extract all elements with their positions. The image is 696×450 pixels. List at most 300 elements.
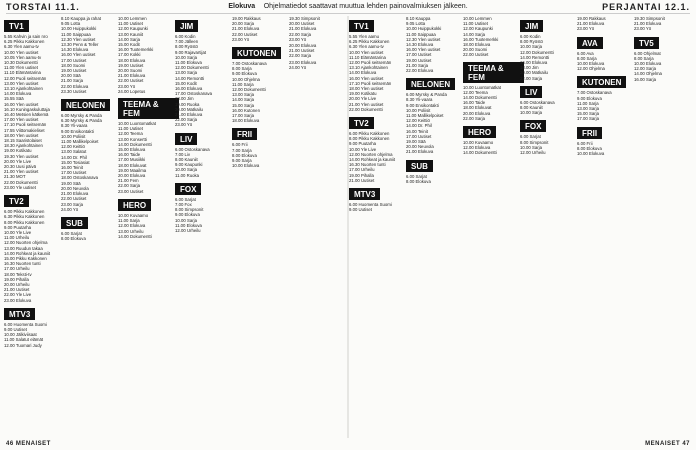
program-line: 11.00 Elokuva xyxy=(175,60,202,66)
program-line: 9.00 Uutiset xyxy=(349,207,372,213)
program-line: 22.00 Sarja xyxy=(289,31,311,37)
program-line: 15.00 Tosiasiat xyxy=(61,159,90,165)
program-line: 19.00 Pihalla xyxy=(349,172,374,178)
program-line: 16.00 Ylen uutiset xyxy=(61,52,96,58)
program-line: 11.00 Mallikelpoiset xyxy=(61,139,99,145)
program-line: 14.00 Dokumentti xyxy=(463,95,497,101)
program-line: 19.00 Sää xyxy=(406,139,426,145)
day-right-header: PERJANTAI 12.1. xyxy=(602,2,690,12)
program-line: 12.00 Tuomari Judy xyxy=(4,342,42,348)
listing-column xyxy=(175,16,236,434)
channel-block xyxy=(61,16,122,94)
program-line: 11.00 Sarja xyxy=(232,81,254,87)
program-line: 7.00 Jälleen xyxy=(175,39,199,45)
program-line: 5.55 Kahvin ja sain nro xyxy=(4,34,48,39)
channel-heading: FOX xyxy=(175,183,201,195)
program-line: 12.30 Ylen uutiset xyxy=(61,36,96,42)
program-line: 16.30 Nuorten tunti xyxy=(349,162,386,168)
program-line: 18.00 Teksti-tv xyxy=(4,271,32,277)
channel-heading: TV2 xyxy=(4,195,29,207)
program-line: 14.00 Ohjelma xyxy=(634,71,662,77)
program-line: 18.00 Elokuva xyxy=(463,42,491,48)
program-line: 10.00 Ylen uutiset xyxy=(4,49,39,55)
program-line: 10.00 Poliisit xyxy=(61,133,86,139)
channel-heading: HERO xyxy=(118,199,151,211)
program-line: 17.00 Uutiset xyxy=(61,170,87,176)
channel-block xyxy=(61,95,122,212)
program-line: 13.00 Kauniit xyxy=(118,31,144,37)
program-line: 14.00 Rohkeat ja kauniit xyxy=(349,157,396,163)
program-line: 13.00 Ylen uutiset xyxy=(4,80,39,86)
program-line: 21.00 Elokuva xyxy=(577,21,605,27)
header-rule xyxy=(6,13,690,14)
program-line: 8.00 Kauniit xyxy=(175,157,198,163)
channel-heading: SUB xyxy=(61,217,88,229)
listing-column xyxy=(349,16,410,434)
program-line: 6.25 Pikku Kakkonen xyxy=(349,39,390,45)
program-line: 10.00 Sarja xyxy=(520,44,542,50)
channel-block xyxy=(520,16,581,81)
channel-heading: SUB xyxy=(406,160,433,172)
program-line: 13.00 Sarja xyxy=(577,106,599,112)
listing-column xyxy=(289,16,350,434)
program-line: 21.00 Elokuva xyxy=(289,26,317,32)
channel-block xyxy=(577,33,638,72)
channel-heading: JIM xyxy=(520,20,543,32)
channel-block xyxy=(634,33,695,82)
program-line: 12.00 Teema xyxy=(118,131,143,137)
program-line: 12.00 Dokumentti xyxy=(175,65,209,71)
program-line: 19.30 Simpsonit xyxy=(289,16,320,21)
program-line: 9.05 Lotta xyxy=(61,21,81,27)
channel-block xyxy=(349,16,410,112)
program-line: 21.00 Uutiset xyxy=(349,177,375,183)
program-line: 12.00 Urheilu xyxy=(175,228,201,234)
program-line: 6.00 Sarjat xyxy=(61,230,82,236)
program-line: 7.00 Sarja xyxy=(232,147,252,153)
program-line: 16.00 Elokuva xyxy=(175,86,203,92)
program-line: 21.00 Ylen uutiset xyxy=(349,101,384,107)
program-line: 10.00 Elokuva xyxy=(577,151,605,157)
program-line: 6.00 Kodin xyxy=(520,34,541,39)
program-line: 12.00 Puoli seitsemän xyxy=(4,75,47,81)
program-line: 6.00 Myrsky & Panda xyxy=(406,92,447,98)
program-line: 19.00 Pihalla xyxy=(4,276,29,282)
program-line: 13.10 Ajankohtainen xyxy=(4,86,43,92)
program-line: 17.10 Puoli seitsemän xyxy=(4,122,47,128)
program-line: 9.00 Sarja xyxy=(232,158,252,164)
program-line: 21.00 Sarja xyxy=(61,78,83,84)
program-line: 16.00 Kutonen xyxy=(232,107,260,113)
program-line: 9.00 Uutiset xyxy=(4,326,27,332)
program-line: 17.00 Uutiset xyxy=(406,133,432,139)
program-line: 19.00 Rakkaus xyxy=(577,16,606,21)
program-line: 17.00 Sarja xyxy=(232,113,254,119)
program-line: 12.00 Elokuva xyxy=(463,145,491,151)
program-line: 10.00 Elokuva xyxy=(232,163,260,169)
listing-column xyxy=(61,16,122,434)
program-line: 16.00 Teinit xyxy=(406,128,428,134)
program-line: 14.00 Sarja xyxy=(118,36,140,42)
program-line: 20.00 Matkailu xyxy=(175,106,203,112)
program-line: 12.00 Keittiö xyxy=(61,144,85,150)
program-line: 12.00 Kaupunki xyxy=(463,26,493,32)
channel-block xyxy=(463,59,524,121)
program-line: 14.00 Sarja xyxy=(463,31,485,37)
program-line: 17.00 Musiikki xyxy=(118,157,146,163)
program-line: 8.00 Simpsonit xyxy=(520,139,549,145)
program-line: 11.00 Ylen uutiset xyxy=(4,65,39,71)
program-line: 22.00 Sarja xyxy=(463,115,485,121)
tv-listing-grid xyxy=(4,16,692,434)
program-line: 10.00 Ohjelma xyxy=(232,76,260,82)
channel-heading: NELONEN xyxy=(61,99,110,111)
program-line: 22.00 Elokuva xyxy=(61,83,89,89)
channel-block xyxy=(289,43,350,59)
program-line: 8.00 Sarja xyxy=(577,55,597,61)
program-line: 12.00 Dokumentti xyxy=(232,87,266,93)
program-line: 7.00 Fox xyxy=(175,202,192,208)
channel-block xyxy=(4,191,65,303)
program-line: 6.25 Pikku Kakkonen xyxy=(4,39,45,45)
channel-heading: AVA xyxy=(577,37,603,49)
channel-block xyxy=(577,72,638,121)
program-line: 17.00 Kokki xyxy=(118,52,141,58)
program-line: 22.00 Sarja xyxy=(289,53,311,59)
channel-heading: TV1 xyxy=(4,20,29,32)
channel-heading: TV1 xyxy=(349,20,374,32)
program-line: 8.00 Kauniit xyxy=(520,105,543,111)
channel-heading: KUTONEN xyxy=(577,76,626,88)
channel-block xyxy=(406,16,467,73)
channel-block xyxy=(289,60,350,70)
program-line: 23.00 Elokuva xyxy=(289,59,317,65)
program-line: 8.10 Kauppa ja rahat xyxy=(61,16,101,21)
program-line: 8.00 Elokuva xyxy=(232,152,257,158)
program-line: 12.00 Sarja xyxy=(634,66,656,72)
program-line: 11.00 Uutiset xyxy=(118,126,144,132)
channel-block xyxy=(577,16,638,32)
program-line: 14.00 Dokumentti xyxy=(118,141,152,147)
program-line: 10.00 Elokuva xyxy=(577,61,605,67)
program-line: 8.00 Elokuva xyxy=(406,178,431,184)
program-line: 17.00 Urheilu xyxy=(4,266,30,272)
program-line: 15.00 Sarja xyxy=(577,111,599,117)
program-line: 20.00 Suomi xyxy=(118,68,143,74)
channel-block xyxy=(463,16,524,58)
program-line: 10.00 Poliisit xyxy=(406,107,431,113)
program-line: 16.00 Tuotemerkki xyxy=(118,47,154,53)
program-line: 14.00 Dr. Phil xyxy=(406,123,432,129)
program-line: 10.00 Lemmen xyxy=(118,16,147,21)
program-line: 8.10 Kauppa xyxy=(406,16,431,21)
listing-column xyxy=(520,16,581,434)
channel-block xyxy=(406,74,467,154)
program-line: 6.00 Kodin xyxy=(175,34,196,39)
channel-block xyxy=(232,124,293,168)
program-line: 21.00 Elokuva xyxy=(118,73,146,79)
program-line: 18.30 Ajankohtainen xyxy=(4,143,43,149)
program-line: 13.00 Salatut xyxy=(61,149,87,155)
program-line: 8.00 Simpsonit xyxy=(175,207,204,213)
program-line: 10.00 Sarja xyxy=(175,54,197,60)
program-line: 23.00 Yö xyxy=(289,36,307,42)
program-line: 23.00 Yö xyxy=(577,26,595,32)
program-line: 6.00 Huomenta Suomi xyxy=(4,321,47,327)
channel-heading: HERO xyxy=(463,126,496,138)
program-line: 18.00 Elokuva xyxy=(232,118,260,124)
program-line: 11.10 Elämäntarina xyxy=(349,54,386,60)
program-line: 15.00 Elokuva xyxy=(118,147,146,153)
program-line: 22.00 Uutiset xyxy=(61,196,87,202)
program-line: 15.55 Sää xyxy=(4,96,24,102)
program-line: 21.00 Ylen uutiset xyxy=(4,169,39,175)
program-line: 18.00 Jim xyxy=(520,65,539,71)
program-line: 22.00 Uutiset xyxy=(232,31,258,37)
channel-block xyxy=(118,95,179,194)
program-line: 19.30 Simpsonit xyxy=(634,16,665,21)
program-line: 24.00 Lopetus xyxy=(118,88,146,94)
program-line: 10.00 Jälkiviisaat xyxy=(4,332,37,338)
program-line: 18.15 Saaristolaiset xyxy=(4,138,42,144)
channel-block xyxy=(349,184,410,212)
program-line: 18.00 Ylen uutiset xyxy=(4,132,39,138)
channel-block xyxy=(463,122,524,156)
program-line: 19.00 Kotikatu xyxy=(349,91,377,97)
program-line: 6.00 Pikku Kakkonen xyxy=(349,131,390,137)
program-line: 14.00 Elokuva xyxy=(349,70,377,76)
program-line: 9.00 Rajavartijat xyxy=(175,49,207,55)
program-line: 13.00 Konsertti xyxy=(118,136,147,142)
program-line: 17.00 Urheilu xyxy=(349,167,375,173)
program-line: 9.05 Lotta xyxy=(406,21,426,27)
program-line: 19.00 Sää xyxy=(61,180,81,186)
channel-heading: FRII xyxy=(577,127,602,139)
program-line: 6.30 Pikku Kakkonen xyxy=(4,214,45,220)
program-line: 8.30 Yli-vaara xyxy=(406,97,433,103)
program-line: 15.00 Sarja xyxy=(232,102,254,108)
program-line: 17.00 Uutiset xyxy=(61,57,87,63)
program-line: 19.00 Ruoka xyxy=(175,101,200,107)
program-line: 20.00 Suomi xyxy=(463,47,488,53)
program-line: 12.00 Kaupunki xyxy=(118,26,148,32)
program-line: 17.00 Sarja xyxy=(577,116,599,122)
program-line: 14.00 Rohkeat ja kauniit xyxy=(4,250,51,256)
program-line: 16.40 Metsien kätkemä xyxy=(4,112,49,118)
program-line: 20.00 Elokuva xyxy=(289,43,317,49)
listing-column xyxy=(463,16,524,434)
program-line: 11.00 Salatut elämät xyxy=(4,337,44,343)
program-line: 23.00 Yö xyxy=(634,26,652,32)
program-line: 10.30 Dokumentti xyxy=(4,60,38,66)
program-line: 16.00 Ylen uutiset xyxy=(406,47,441,53)
program-line: 11.00 Sarja xyxy=(577,100,599,106)
program-line: 20.00 Sää xyxy=(61,73,81,79)
day-left-header: TORSTAI 11.1. xyxy=(6,2,80,12)
program-line: 7.00 Ostoskanava xyxy=(232,61,267,67)
program-line: 16.00 Ylen uutiset xyxy=(349,75,384,81)
program-line: 10.00 Yle Live xyxy=(4,229,32,235)
program-line: 7.00 Liv xyxy=(175,151,191,157)
program-line: 6.00 Huomenta Suomi xyxy=(349,202,392,208)
program-line: 19.00 Kotikatu xyxy=(4,148,32,154)
program-line: 12.00 Elokuva xyxy=(118,223,146,229)
channel-block xyxy=(232,43,293,123)
program-line: 11.00 Mallikelpoiset xyxy=(406,113,444,119)
program-line: 23.00 Yle uutiset xyxy=(4,184,36,190)
program-line: 10.00 Ylen uutiset xyxy=(349,49,384,55)
program-line: 20.00 Sarja xyxy=(232,21,254,27)
program-line: 21.00 Sarja xyxy=(406,62,428,68)
program-line: 22.00 Elokuva xyxy=(406,68,434,74)
program-line: 11.10 Elämäntarina xyxy=(4,70,41,76)
listing-column xyxy=(406,16,467,434)
program-line: 20.00 Elokuva xyxy=(118,173,146,179)
program-line: 6.00 Myrsky & Panda xyxy=(61,113,102,119)
program-line: 9.00 Elokuva xyxy=(232,71,257,77)
program-line: 20.00 Matkailu xyxy=(520,70,548,76)
program-line: 6.30 Ylen aamu-tv xyxy=(349,44,384,50)
program-line: 19.00 Maailma xyxy=(118,167,147,173)
program-line: 21.00 Elokuva xyxy=(406,149,434,155)
program-line: 16.00 Tuotemerkki xyxy=(463,36,499,42)
program-line: 13.30 Penn & Teller xyxy=(61,42,99,48)
program-line: 10.05 Ylen aamu-tv xyxy=(4,54,42,60)
channel-block xyxy=(232,16,293,42)
channel-block xyxy=(406,156,467,184)
program-line: 19.30 Ylen uutiset xyxy=(4,153,39,159)
program-line: 18.00 Elokuvat xyxy=(463,105,492,111)
program-line: 6.00 Frii xyxy=(577,140,593,146)
program-line: 12.00 Nuorten ohjelma xyxy=(4,240,48,246)
program-line: 20.30 Uusi päivä xyxy=(4,164,37,170)
program-line: 12.00 Nuorten ohjelma xyxy=(349,151,393,157)
program-line: 10.00 Yle Live xyxy=(349,146,377,152)
channel-heading: TV5 xyxy=(634,37,659,49)
program-line: 14.00 Remontti xyxy=(175,75,205,81)
program-line: 11.00 Urheilu xyxy=(4,235,30,241)
program-line: 6.00 Ohjelmat xyxy=(634,50,661,56)
program-line: 8.00 Pikku Kakkonen xyxy=(4,219,45,225)
program-line: 14.00 Dokumentti xyxy=(463,150,497,156)
program-line: 18.00 Ylen uutiset xyxy=(349,86,384,92)
program-line: 9.00 Elokuva xyxy=(577,95,602,101)
program-line: 16.00 Ylen uutiset xyxy=(4,101,39,107)
program-line: 22.00 Sarja xyxy=(175,117,197,123)
program-line: 21.00 Uutiset xyxy=(4,287,30,293)
program-line: 17.00 Uutiset xyxy=(406,52,432,58)
channel-heading: LIV xyxy=(175,133,197,145)
brand-label: Elokuva xyxy=(228,3,256,10)
program-line: 14.00 Sarja xyxy=(232,97,254,103)
program-line: 11.00 Uutiset xyxy=(118,21,144,27)
program-line: 16.00 Sarja xyxy=(634,76,656,82)
program-line: 17.10 Puoli seitsemän xyxy=(349,80,392,86)
program-line: 14.30 Elokuva xyxy=(406,42,434,48)
program-line: 11.00 Elokuva xyxy=(175,222,202,228)
program-line: 12.00 Dokumentti xyxy=(520,49,554,55)
banner-slogan: Ohjelmatiedot saattavat muuttua lehden painovalmiuksen jälkeen. xyxy=(263,3,468,10)
channel-block xyxy=(175,129,236,178)
program-line: 23.00 Yö xyxy=(118,83,136,89)
program-line: 10.00 Luontomatkat xyxy=(463,84,501,90)
program-line: 16.00 Taide xyxy=(118,152,141,158)
program-line: 19.00 Uutiset xyxy=(118,62,144,68)
program-line: 10.00 Huippukokki xyxy=(406,26,442,32)
channel-heading: FOX xyxy=(520,120,546,132)
channel-heading: TV2 xyxy=(349,117,374,129)
program-line: 11.00 Saippuaa xyxy=(61,31,91,37)
page-number-right: MENAISET 47 xyxy=(645,441,690,447)
program-line: 11.00 Saippuaa xyxy=(406,31,436,37)
program-line: 6.00 Sarjat xyxy=(520,134,541,140)
program-line: 9.00 Ensikontakti xyxy=(61,128,94,134)
program-line: 21.00 Uutiset xyxy=(289,48,315,54)
program-line: 8.30 Yli-vaara xyxy=(61,123,88,129)
program-line: 21.00 Elokuva xyxy=(175,112,203,118)
channel-block xyxy=(175,16,236,128)
channel-block xyxy=(4,304,65,348)
program-line: 7.00 Ostoskanava xyxy=(577,90,612,96)
program-line: 11.00 Uutiset xyxy=(463,21,489,27)
program-line: 17.00 Ostoskanava xyxy=(175,91,213,97)
program-line: 22.00 Uutiset xyxy=(463,52,489,58)
program-line: 22.00 Dokumentti xyxy=(349,106,383,112)
program-line: 16.00 Elokuva xyxy=(520,60,548,66)
channel-block xyxy=(520,116,581,155)
program-line: 21.00 Elokuva xyxy=(634,21,662,27)
program-line: 19.00 Rakkaus xyxy=(232,16,261,21)
program-line: 10.00 Lemmen xyxy=(463,16,492,21)
program-line: 9.00 Kaupunki xyxy=(175,162,203,168)
program-line: 6.00 Ostoskanava xyxy=(520,99,555,105)
program-line: 14.00 Dokumentti xyxy=(118,233,152,239)
program-line: 13.00 Urheilu xyxy=(118,228,144,234)
channel-heading: JIM xyxy=(175,20,198,32)
program-line: 12.30 Ylen uutiset xyxy=(406,36,441,42)
channel-block xyxy=(577,123,638,157)
program-line: 10.00 Sarja xyxy=(175,217,197,223)
channel-block xyxy=(61,213,122,241)
program-line: 18.00 Elokuva xyxy=(118,57,146,63)
listing-column xyxy=(577,16,638,434)
program-line: 19.00 Uutiset xyxy=(406,57,432,63)
channel-block xyxy=(289,16,350,42)
channel-block xyxy=(118,195,179,239)
program-line: 21.30 MOT xyxy=(4,174,26,180)
program-line: 21.00 Fem xyxy=(118,178,139,184)
program-line: 13.00 Sarja xyxy=(175,70,197,76)
program-line: 6.00 Sarjat xyxy=(406,173,427,179)
program-line: 14.30 Elokuva xyxy=(61,47,89,53)
program-line: 10.00 Huippukokki xyxy=(61,26,97,32)
program-line: 10.00 Kuvaamo xyxy=(463,140,494,146)
program-line: 18.00 Ostoskanava xyxy=(61,175,99,181)
program-line: 16.00 Teinit xyxy=(61,165,83,171)
program-line: 9.00 Puutarha xyxy=(4,224,31,230)
program-line: 23.00 Yö xyxy=(232,36,250,42)
program-line: 22.00 Dokumentti xyxy=(4,179,38,185)
program-line: 6.30 Myrsky & Panda xyxy=(61,118,102,124)
program-line: 22.00 Uutiset xyxy=(118,78,144,84)
program-line: 8.00 Sarja xyxy=(634,55,654,61)
program-line: 13.00 Sarja xyxy=(232,92,254,98)
program-line: 9.00 Ensikontakti xyxy=(406,102,439,108)
program-line: 6.00 Frii xyxy=(232,142,248,148)
program-line: 21.00 Elokuva xyxy=(232,26,260,32)
program-line: 21.00 Elokuva xyxy=(61,191,89,197)
program-line: 18.00 Elokuvat xyxy=(118,162,147,168)
